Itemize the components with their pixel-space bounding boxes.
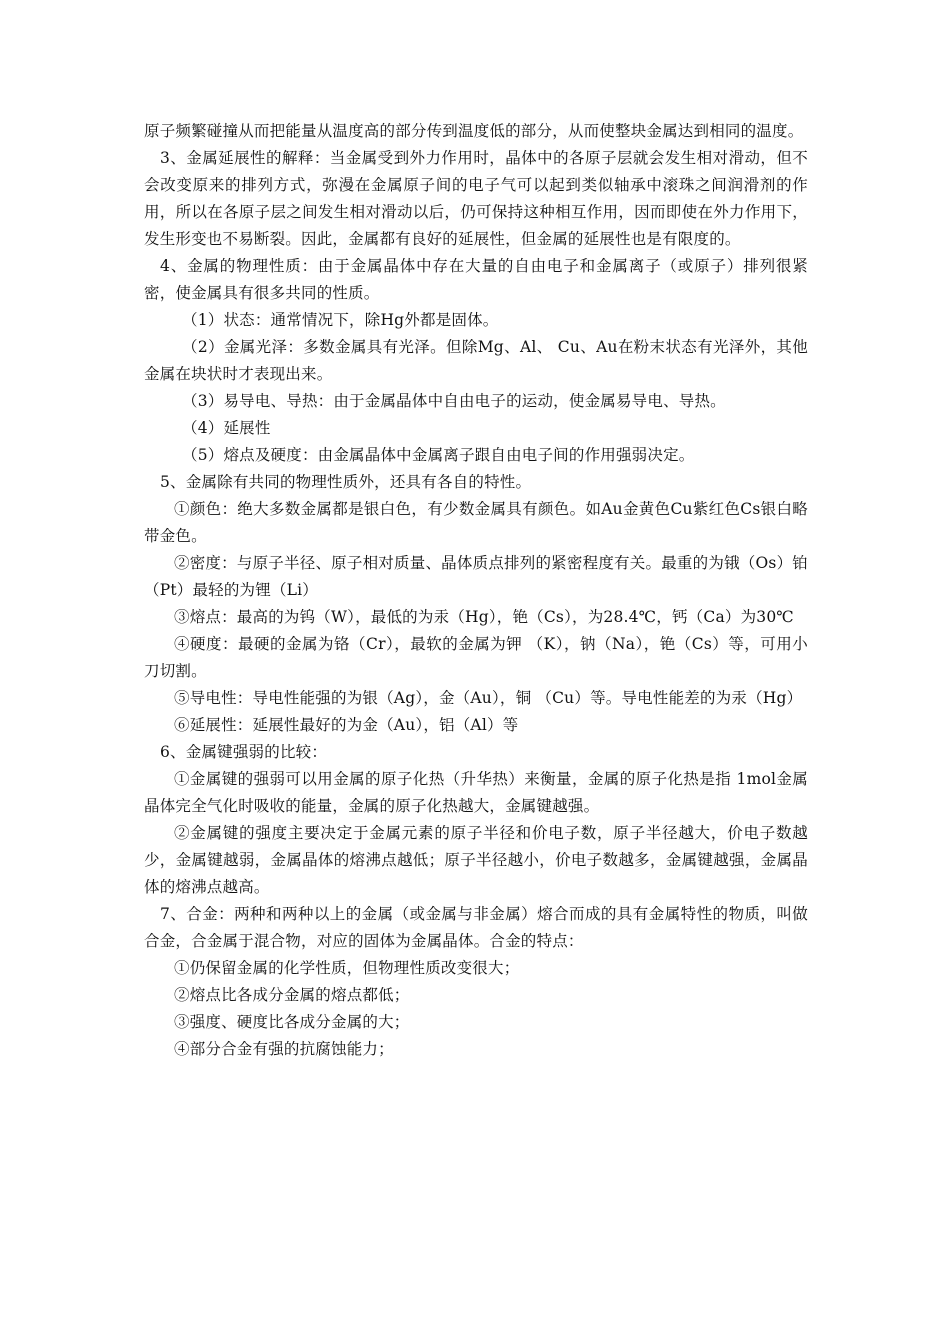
- list-item-electrical-conductivity: ⑤导电性：导电性能强的为银（Ag），金（Au），铜 （Cu）等。导电性能差的为汞（Hg）: [174, 689, 803, 707]
- list-item-density: ②密度：与原子半径、原子相对质量、晶体质点排列的紧密程度有关。最重的为锇（Os）铂（Pt）最轻的为锂（Li）: [144, 554, 808, 599]
- list-item-malleability: ⑥延展性：延展性最好的为金（Au），铝（Al）等: [174, 716, 519, 734]
- paragraph-ductility-explanation: 3、金属延展性的解释：当金属受到外力作用时，晶体中的各原子层就会发生相对滑动，但不会改变原来的排列方式，弥漫在金属原子间的电子气可以起到类似轴承中滚珠之间润滑剂的作用，所以在各原子层之间发生相对滑动以后，仍可保持这种相互作用，因而即使在外力作用下，发生形变也不易断裂。因此，金属都有良好的延展性，但金属的延展性也是有限度的。: [144, 149, 808, 248]
- paragraph-bond-strength: 6、金属键强弱的比较：: [160, 743, 328, 761]
- list-item-conductivity: （3）易导电、导热：由于金属晶体中自由电子的运动，使金属易导电、导热。: [182, 392, 726, 410]
- list-item-ductility: （4）延展性: [182, 419, 271, 437]
- list-item-radius-valence: ②金属键的强度主要决定于金属元素的原子半径和价电子数，原子半径越大，价电子数越少，金属键越弱，金属晶体的熔沸点越低；原子半径越小，价电子数越多，金属键越强，金属晶体的熔沸点越高。: [144, 824, 808, 896]
- list-item-alloy-strength: ③强度、硬度比各成分金属的大；: [174, 1013, 410, 1031]
- list-item-hardness: ④硬度：最硬的金属为铬（Cr），最软的金属为钾 （K），钠（Na），铯（Cs）等，可用小刀切割。: [144, 635, 808, 680]
- list-item-alloy-melting: ②熔点比各成分金属的熔点都低；: [174, 986, 410, 1004]
- paragraph-alloy: 7、合金：两种和两种以上的金属（或金属与非金属）熔合而成的具有金属特性的物质，叫做合金，合金属于混合物，对应的固体为金属晶体。合金的特点：: [144, 905, 808, 950]
- list-item-atomization-heat: ①金属键的强弱可以用金属的原子化热（升华热）来衡量，金属的原子化热是指 1mol金属晶体完全气化时吸收的能量，金属的原子化热越大，金属键越强。: [144, 770, 808, 815]
- list-item-color: ①颜色：绝大多数金属都是银白色，有少数金属具有颜色。如Au金黄色Cu紫红色Cs银白略带金色。: [144, 500, 808, 545]
- list-item-melting-point: ③熔点：最高的为钨（W），最低的为汞（Hg），铯（Cs），为28.4℃，钙（Ca）为30℃: [174, 608, 794, 626]
- paragraph-special-properties: 5、金属除有共同的物理性质外，还具有各自的特性。: [160, 473, 532, 491]
- document-body: [144, 118, 808, 1063]
- list-item-alloy-corrosion: ④部分合金有强的抗腐蚀能力；: [174, 1040, 394, 1058]
- paragraph-physical-properties: 4、金属的物理性质：由于金属晶体中存在大量的自由电子和金属离子（或原子）排列很紧密，使金属具有很多共同的性质。: [144, 257, 808, 302]
- list-item-melting-hardness: （5）熔点及硬度：由金属晶体中金属离子跟自由电子间的作用强弱决定。: [182, 446, 695, 464]
- list-item-state: （1）状态：通常情况下，除Hg外都是固体。: [182, 311, 499, 329]
- list-item-luster: （2）金属光泽：多数金属具有光泽。但除Mg、Al、 Cu、Au在粉末状态有光泽外，其他金属在块状时才表现出来。: [144, 338, 808, 383]
- list-item-alloy-chemical: ①仍保留金属的化学性质，但物理性质改变很大；: [174, 959, 520, 977]
- paragraph-heat-conduction: 原子频繁碰撞从而把能量从温度高的部分传到温度低的部分，从而使整块金属达到相同的温度。: [144, 122, 804, 140]
